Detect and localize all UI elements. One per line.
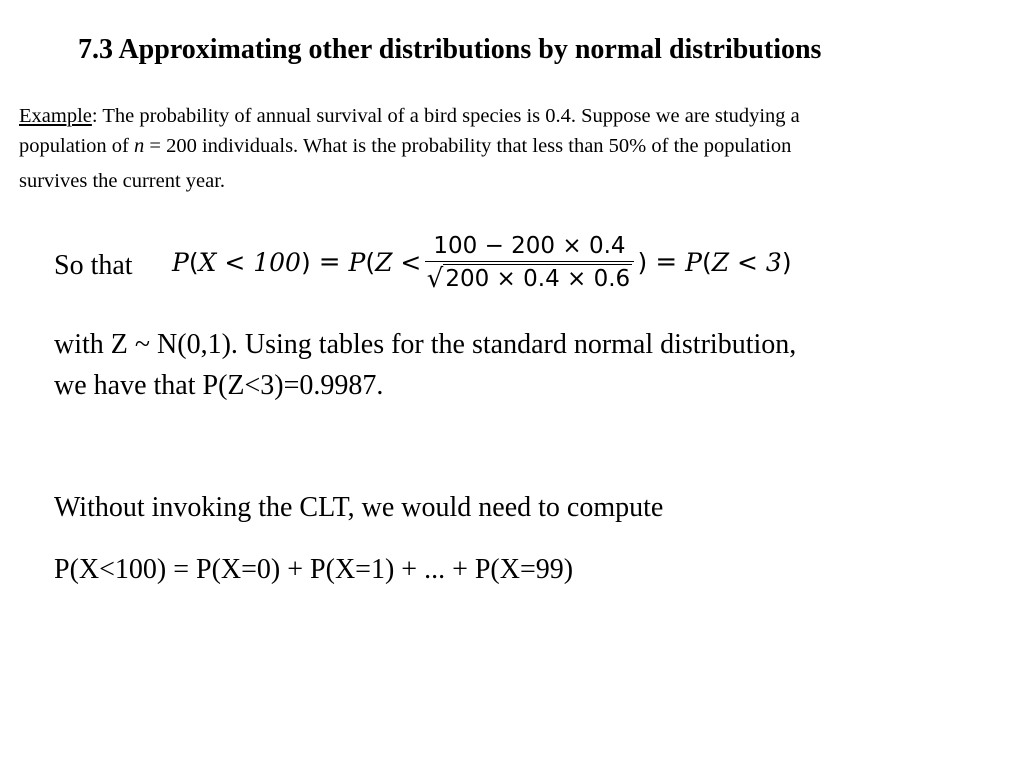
formula-open-paren-3: ( [701,247,712,277]
paragraph-1-line-2: we have that P(Z<3)=0.9987. [54,369,384,401]
normal-table-paragraph [54,325,796,406]
formula-close-paren-3: ) [781,247,792,277]
example-line-3: survives the current year. [19,170,226,193]
formula-z-less: Z < [375,247,422,277]
example-label: Example [19,105,92,127]
example-text [19,102,1009,197]
example-line-2 [19,132,1009,162]
example-line-2-start: population of [19,134,135,157]
formula-p-symbol-1: P [172,247,189,277]
formula-p-symbol-2: P [348,247,366,277]
fraction-numerator: 100 − 200 × 0.4 [433,232,626,259]
formula-open-paren-2: ( [365,247,376,277]
formula-equals-2: = [655,247,678,277]
clt-paragraph: Without invoking the CLT, we would need to compute [54,492,664,523]
formula-equals-1: = [318,247,341,277]
square-root-radicand: 200 × 0.4 × 0.6 [445,265,631,292]
slide-title: 7.3 Approximating other distributions by normal distributions [78,34,822,65]
paragraph-1-line-1: with Z ~ N(0,1). Using tables for the standard normal distribution, [54,329,797,360]
example-line-1-text: : The probability of annual survival of a bird species is 0.4. Suppose we are studying a [91,105,800,127]
formula-close-paren-2: ) [637,247,648,277]
example-line-2-end: = 200 individuals. What is the probability that less than 50% of the population [144,134,792,157]
formula-fraction [425,233,633,292]
variable-n: n [134,134,145,157]
binomial-sum-expression: P(X<100) = P(X=0) + P(X=1) + ... + P(X=99) [54,554,574,585]
fraction-denominator [427,262,632,292]
formula-rhs-inner: Z < 3 [711,247,782,277]
formula-open-paren-1: ( [188,247,199,277]
formula-p-symbol-3: P [685,247,702,277]
probability-formula [172,226,792,298]
formula-lhs-inner: X < 100 [198,247,301,277]
so-that-label: So that [54,250,133,281]
formula-close-paren-1: ) [300,247,311,277]
square-root-icon: √ [426,263,444,294]
example-line-1 [19,102,1009,132]
